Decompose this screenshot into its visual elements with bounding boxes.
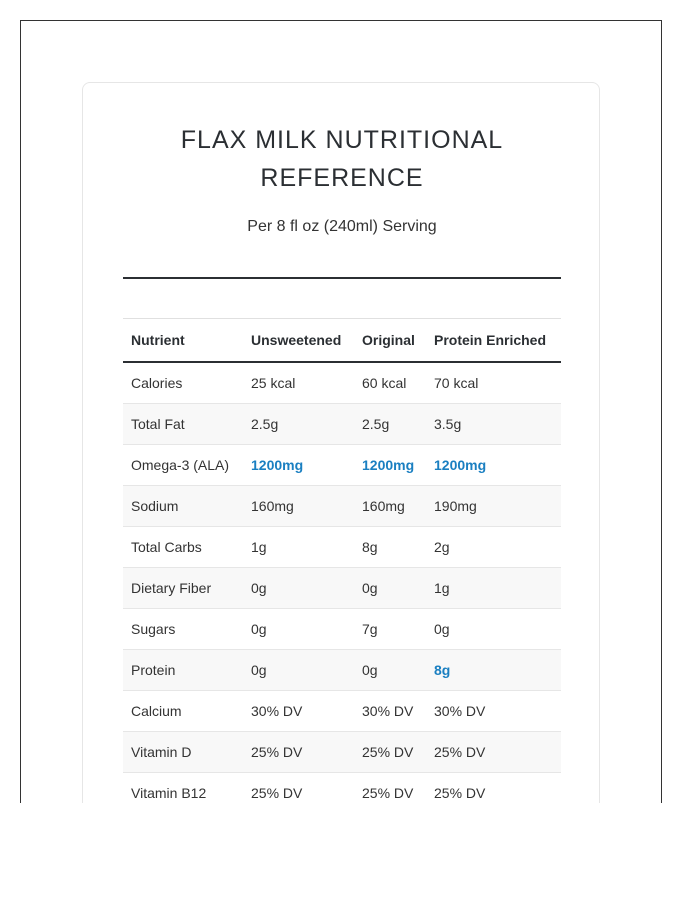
protein-enriched-cell: 1200mg <box>426 445 561 486</box>
unsweetened-cell: 0g <box>243 609 354 650</box>
unsweetened-cell: 1200mg <box>243 445 354 486</box>
protein-enriched-cell: 0g <box>426 609 561 650</box>
table-row <box>123 527 561 568</box>
original-cell: 25% DV <box>354 732 426 773</box>
protein-enriched-cell: 70 kcal <box>426 362 561 404</box>
original-cell: 30% DV <box>354 691 426 732</box>
nutrient-cell: Vitamin B12 <box>123 773 243 804</box>
unsweetened-cell: 30% DV <box>243 691 354 732</box>
title-line-1: FLAX MILK NUTRITIONAL <box>180 126 504 154</box>
title-line-2: REFERENCE <box>260 164 424 192</box>
table-header <box>123 319 561 363</box>
protein-enriched-cell: 1g <box>426 568 561 609</box>
original-cell: 25% DV <box>354 773 426 804</box>
unsweetened-cell: 2.5g <box>243 404 354 445</box>
nutrition-card <box>82 82 600 803</box>
column-header-nutrient: Nutrient <box>123 319 243 363</box>
nutrient-cell: Sugars <box>123 609 243 650</box>
original-cell: 60 kcal <box>354 362 426 404</box>
unsweetened-cell: 1g <box>243 527 354 568</box>
unsweetened-cell: 0g <box>243 650 354 691</box>
original-cell: 1200mg <box>354 445 426 486</box>
protein-enriched-cell: 8g <box>426 650 561 691</box>
nutrient-cell: Total Fat <box>123 404 243 445</box>
column-header-unsweetened: Unsweetened <box>243 319 354 363</box>
table-row <box>123 650 561 691</box>
unsweetened-cell: 25% DV <box>243 732 354 773</box>
protein-enriched-cell: 3.5g <box>426 404 561 445</box>
unsweetened-cell: 160mg <box>243 486 354 527</box>
protein-enriched-cell: 2g <box>426 527 561 568</box>
table-row <box>123 362 561 404</box>
original-cell: 0g <box>354 650 426 691</box>
nutrient-cell: Sodium <box>123 486 243 527</box>
column-header-original: Original <box>354 319 426 363</box>
original-cell: 7g <box>354 609 426 650</box>
protein-enriched-cell: 190mg <box>426 486 561 527</box>
table-row <box>123 404 561 445</box>
unsweetened-cell: 0g <box>243 568 354 609</box>
nutrition-table <box>123 318 561 803</box>
nutrient-cell: Dietary Fiber <box>123 568 243 609</box>
original-cell: 0g <box>354 568 426 609</box>
nutrient-cell: Omega-3 (ALA) <box>123 445 243 486</box>
unsweetened-cell: 25 kcal <box>243 362 354 404</box>
original-cell: 2.5g <box>354 404 426 445</box>
protein-enriched-cell: 30% DV <box>426 691 561 732</box>
nutrient-cell: Total Carbs <box>123 527 243 568</box>
table-body <box>123 362 561 803</box>
table-row <box>123 568 561 609</box>
table-row <box>123 691 561 732</box>
nutrient-cell: Protein <box>123 650 243 691</box>
page-frame <box>20 20 662 803</box>
nutrient-cell: Vitamin D <box>123 732 243 773</box>
nutrient-cell: Calcium <box>123 691 243 732</box>
table-row <box>123 445 561 486</box>
page-title <box>83 121 601 197</box>
serving-subtitle: Per 8 fl oz (240ml) Serving <box>247 218 437 235</box>
column-header-protein-enriched: Protein Enriched <box>426 319 561 363</box>
original-cell: 8g <box>354 527 426 568</box>
table-row <box>123 732 561 773</box>
table-row <box>123 486 561 527</box>
protein-enriched-cell: 25% DV <box>426 773 561 804</box>
protein-enriched-cell: 25% DV <box>426 732 561 773</box>
table-row <box>123 773 561 804</box>
table-row <box>123 609 561 650</box>
header-divider <box>123 277 561 279</box>
unsweetened-cell: 25% DV <box>243 773 354 804</box>
header-row <box>123 319 561 363</box>
nutrient-cell: Calories <box>123 362 243 404</box>
original-cell: 160mg <box>354 486 426 527</box>
